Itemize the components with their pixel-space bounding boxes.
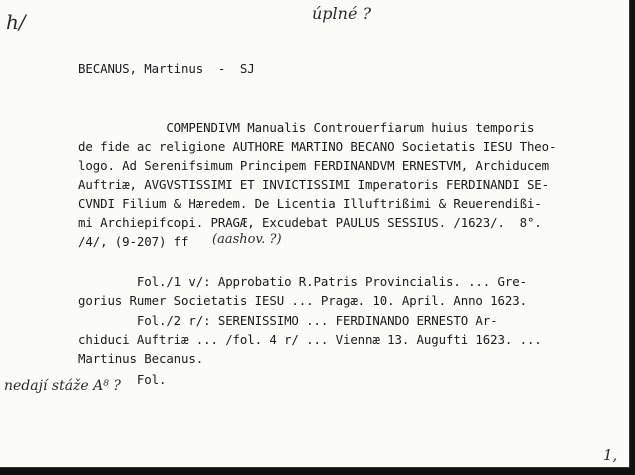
title-line: de fide ac religione AUTHORE MARTINO BECANO Societatis IESU Theo- [78, 139, 557, 154]
author-heading: BECANUS, Martinus - SJ [78, 61, 255, 76]
top-handwritten-note: úplné ? [312, 4, 372, 23]
note-line: Martinus Becanus. [78, 351, 204, 366]
title-line: COMPENDIVM Manualis Controuerfiarum huius temporis [78, 120, 535, 135]
title-line: logo. Ad Serenifsimum Principem FERDINANDVM ERNESTVM, Archiducem [78, 158, 550, 173]
title-line: mi Archiepifcopi. PRAGÆ, Excudebat PAULUS SESSIUS. /1623/. 8°. [78, 215, 542, 230]
title-line: CVNDI Filium & Hæredem. De Licentia Illuftrißimi & Reuerendißi- [78, 196, 542, 211]
note-line: gorius Rumer Societatis IESU ... Pragæ. 10. April. Anno 1623. [78, 293, 527, 308]
parenthetical-handwritten-note: (aashov. ?) [212, 232, 282, 247]
corner-handwritten-mark: h/ [6, 10, 26, 34]
margin-handwritten-note: nedají stáže A⁸ ? [4, 378, 121, 394]
collation-line: /4/, (9-207) ff [78, 234, 189, 249]
note-line: Fol./2 r/: SERENISSIMO ... FERDINANDO ERNESTO Ar- [78, 313, 498, 328]
note-line: Fol./1 v/: Approbatio R.Patris Provincialis. ... Gre- [78, 274, 527, 289]
page-number: 1, [603, 446, 618, 464]
note-line: chiduci Auftriæ ... /fol. 4 r/ ... Viennæ 13. Augufti 1623. ... [78, 332, 542, 347]
note-line: Fol. [78, 372, 167, 387]
title-line: Auftriæ, AVGVSTISSIMI ET INVICTISSIMI Imperatoris FERDINANDI SE- [78, 177, 550, 192]
